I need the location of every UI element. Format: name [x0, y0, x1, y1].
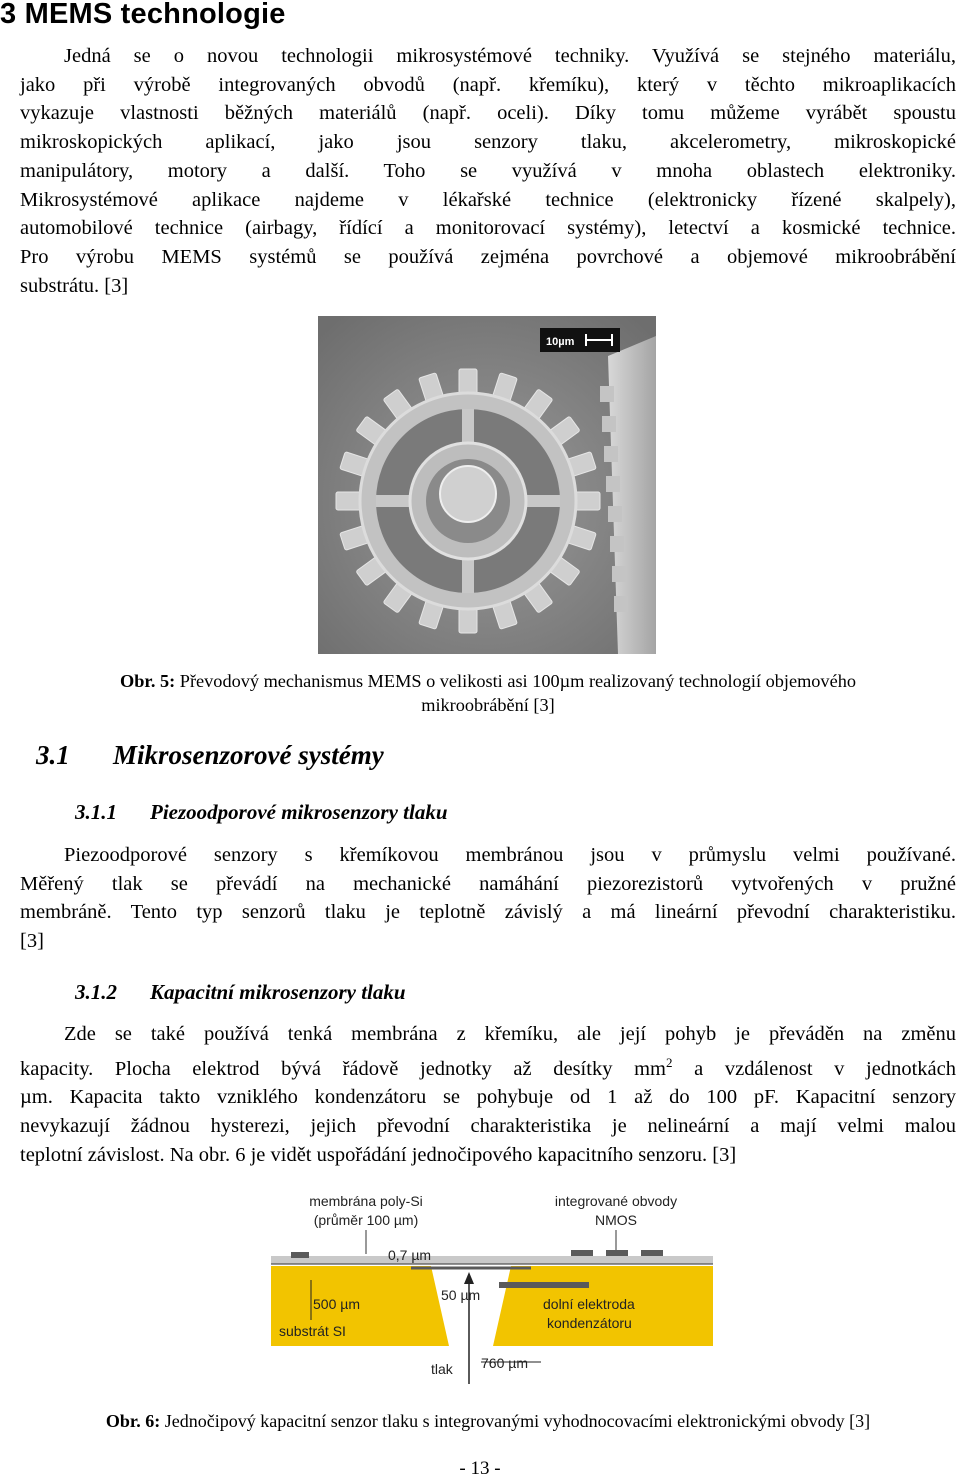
text-line: Zde se také používá tenká membrána z křemíku, ale její pohyb je převáděn na změnu	[64, 1023, 956, 1045]
subsection-number: 3.1.1	[75, 800, 117, 824]
label-membrane: membrána poly-Si	[309, 1193, 423, 1209]
scale-label: 10µm	[546, 336, 575, 348]
text-line: [3]	[20, 930, 44, 953]
text-line: Měřený tlak se převádí na mechanické namáhání piezorezistorů vytvořených v pružné	[20, 872, 956, 895]
text-line: nevykazují žádnou hysterezi, jejich převodní charakteristika je nelineární a mají velmi malou	[20, 1114, 956, 1137]
text-line: Pro výrobu MEMS systémů se používá zejména povrchové a objemové mikroobrábění	[20, 245, 956, 268]
capacitive-sensor-diagram	[271, 1184, 713, 1386]
label-bottom-electrode: dolní elektroda	[543, 1296, 635, 1312]
subsection-heading	[75, 800, 448, 825]
caption-text: Jednočipový kapacitní senzor tlaku s integrovanými vyhodnocovacími elektronickými obvody [3]	[164, 1411, 871, 1431]
section-title: Mikrosenzorové systémy	[113, 740, 384, 770]
subsection-number: 3.1.2	[75, 980, 117, 1004]
text-line: µm. Kapacita takto vzniklého kondenzátoru se pohybuje od 1 až do 100 pF. Kapacitní senzory	[20, 1086, 956, 1109]
label-500um: 500 µm	[313, 1296, 360, 1312]
text-line: substrátu. [3]	[20, 274, 129, 297]
chapter-heading: 3 MEMS technologie	[0, 0, 286, 30]
label-membrane-diameter: (průměr 100 µm)	[313, 1212, 419, 1228]
subsection-heading	[75, 980, 406, 1005]
text-line: mikroskopických aplikací, jako jsou senzory tlaku, akcelerometry, mikroskopické	[20, 131, 956, 154]
subsection-title: Piezoodporové mikrosenzory tlaku	[150, 800, 448, 824]
label-thickness-07: 0,7 µm	[388, 1247, 432, 1263]
text-line: jako při výrobě integrovaných obvodů (např. křemíku), který v těchto mikroaplikacích	[20, 73, 956, 96]
label-760um: 760 µm	[481, 1355, 528, 1371]
text-line: automobilové technice (airbagy, řídící a monitorovací systémy), letectví a kosmické technice.	[20, 217, 956, 240]
label-pressure: tlak	[431, 1361, 453, 1377]
text-fragment: a vzdálenost v jednotkách	[672, 1057, 956, 1080]
superscript: 2	[665, 1054, 673, 1070]
section-number: 3.1	[36, 740, 70, 770]
section-heading	[36, 740, 384, 771]
text-fragment: kapacity. Plocha elektrod bývá řádově jednotky až desítky mm	[20, 1057, 666, 1080]
caption-text: mikroobrábění [3]	[421, 695, 555, 715]
label-substrate: substrát SI	[279, 1323, 346, 1339]
text-line: membráně. Tento typ senzorů tlaku je teplotně závislý a má lineární převodní charakteristiku.	[20, 901, 956, 924]
text-line: teplotní závislost. Na obr. 6 je vidět uspořádání jednočipového kapacitního senzoru. [3]	[20, 1143, 737, 1166]
mems-gear-sem-image	[318, 316, 656, 654]
caption-text: Převodový mechanismus MEMS o velikosti asi 100µm realizovaný technologií objemového	[179, 671, 856, 691]
text-line: Piezoodporové senzory s křemíkovou membránou jsou v průmyslu velmi používané.	[64, 844, 956, 866]
text-line: manipulátory, motory a další. Toho se využívá v mnoha oblastech elektroniky.	[20, 159, 956, 182]
page-number: - 13 -	[459, 1458, 501, 1479]
label-integrated-circuits: integrované obvody	[554, 1193, 678, 1209]
caption-prefix: Obr. 5:	[120, 671, 176, 691]
figure-5-caption	[20, 669, 956, 717]
text-line: vykazuje vlastnosti běžných materiálů (např. oceli). Díky tomu můžeme vyrábět spoustu	[20, 102, 956, 125]
label-50um: 50 µm	[441, 1287, 481, 1303]
label-nmos: NMOS	[595, 1212, 637, 1228]
capacitive-paragraph	[20, 1020, 956, 1169]
label-capacitor: kondenzátoru	[547, 1315, 632, 1331]
text-line: Jedná se o novou technologii mikrosystémové techniky. Využívá se stejného materiálu,	[64, 45, 956, 67]
subsection-title: Kapacitní mikrosenzory tlaku	[150, 980, 406, 1004]
piezo-paragraph	[20, 841, 956, 956]
figure-6-caption	[20, 1409, 956, 1433]
intro-paragraph	[20, 42, 956, 300]
caption-prefix: Obr. 6:	[105, 1411, 161, 1431]
text-line: Mikrosystémové aplikace najdeme v lékařské technice (elektronicky řízené skalpely),	[20, 188, 956, 211]
text-line	[20, 1049, 956, 1084]
